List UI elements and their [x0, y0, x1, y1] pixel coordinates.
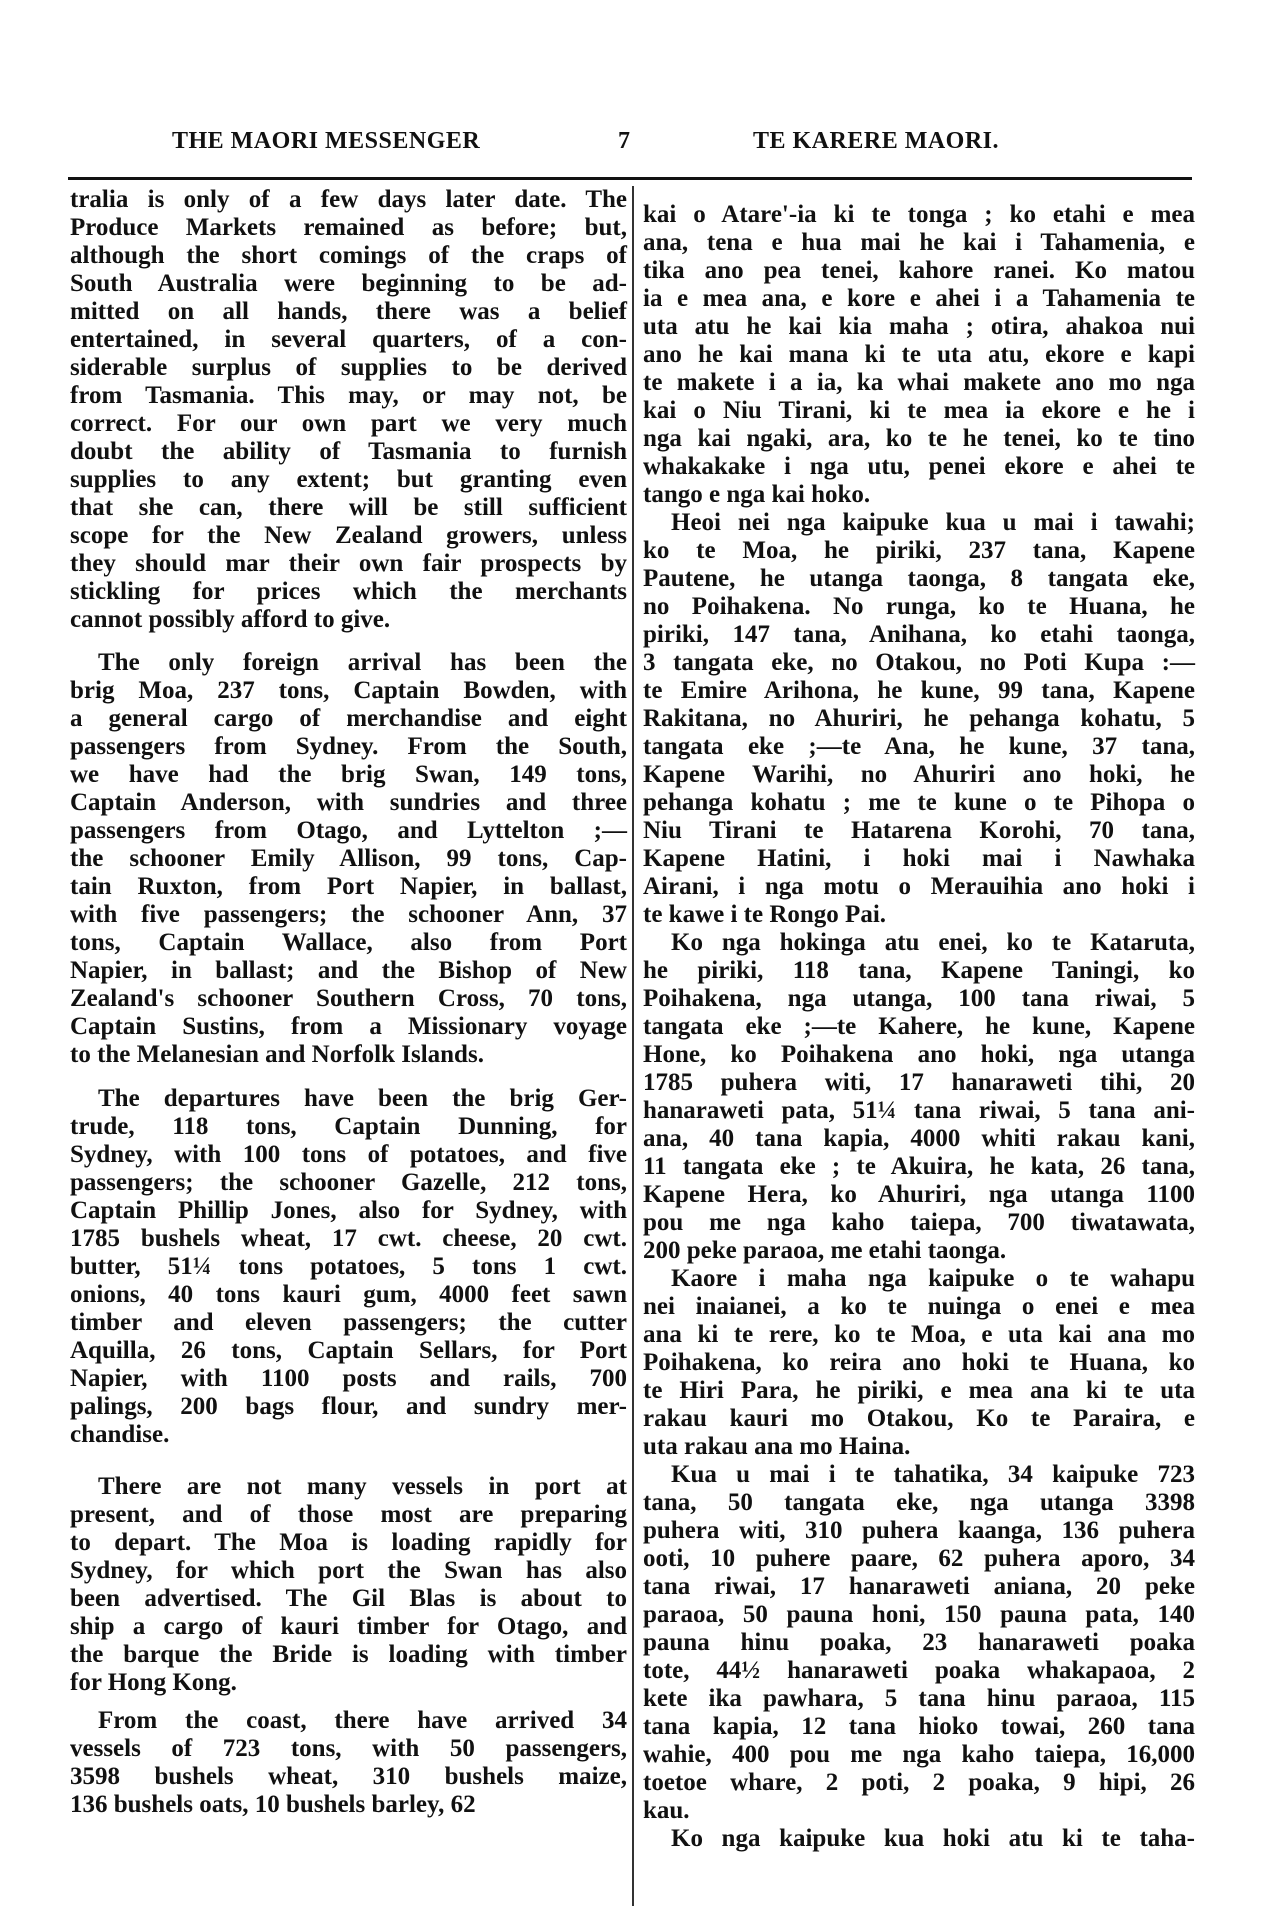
- text-line: Airani, i nga motu o Merauihia ano hoki i: [643, 873, 1195, 900]
- paragraph: [643, 201, 1195, 509]
- text-line: tango e nga kai hoko.: [643, 481, 871, 508]
- text-line: tangata eke ;—te Ana, he kune, 37 tana,: [643, 733, 1195, 760]
- text-line: passengers from Otago, and Lyttelton ;—: [70, 817, 627, 844]
- text-line: 11 tangata eke ; te Akuira, he kata, 26 tana,: [643, 1153, 1195, 1180]
- text-line: Sydney, for which port the Swan has also: [70, 1557, 627, 1584]
- text-line: palings, 200 bags flour, and sundry mer-: [70, 1393, 627, 1420]
- paragraph: [70, 1473, 627, 1697]
- text-line: 3598 bushels wheat, 310 bushels maize,: [70, 1763, 627, 1790]
- text-line: siderable surplus of supplies to be derived: [70, 354, 627, 381]
- text-line: Napier, with 1100 posts and rails, 700: [70, 1365, 627, 1392]
- text-line: tana riwai, 17 hanaraweti aniana, 20 peke: [643, 1573, 1195, 1600]
- text-line: been advertised. The Gil Blas is about to: [70, 1585, 627, 1612]
- text-line: pou me nga kaho taiepa, 700 tiwatawata,: [643, 1209, 1195, 1236]
- masthead-english-title: THE MAORI MESSENGER: [172, 128, 481, 154]
- text-line: Ko nga kaipuke kua hoki atu ki te taha-: [671, 1825, 1195, 1852]
- header-rule: [68, 177, 1192, 180]
- text-line: tika ano pea tenei, kahore ranei. Ko matou: [643, 257, 1195, 284]
- text-line: wahie, 400 pou me nga kaho taiepa, 16,000: [643, 1741, 1195, 1768]
- english-column: [70, 186, 627, 1819]
- text-line: Niu Tirani te Hatarena Korohi, 70 tana,: [643, 817, 1195, 844]
- text-line: Ko nga hokinga atu enei, ko te Kataruta,: [671, 929, 1195, 956]
- text-line: rakau kauri mo Otakou, Ko te Paraira, e: [643, 1405, 1195, 1432]
- text-line: ana ki te rere, ko te Moa, e uta kai ana mo: [643, 1321, 1195, 1348]
- masthead-maori-title: TE KARERE MAORI.: [753, 128, 1000, 154]
- text-line: vessels of 723 tons, with 50 passengers,: [70, 1735, 627, 1762]
- text-line: that she can, there will be still sufficient: [70, 494, 627, 521]
- text-line: South Australia were beginning to be ad-: [70, 270, 627, 297]
- text-line: There are not many vessels in port at: [98, 1473, 627, 1500]
- text-line: cannot possibly afford to give.: [70, 606, 391, 633]
- text-line: 3 tangata eke, no Otakou, no Poti Kupa :—: [643, 649, 1195, 676]
- text-line: nei inaianei, a ko te nuinga o enei e mea: [643, 1293, 1195, 1320]
- text-line: to depart. The Moa is loading rapidly for: [70, 1529, 627, 1556]
- text-line: ship a cargo of kauri timber for Otago, and: [70, 1613, 627, 1640]
- paragraph: [70, 1707, 627, 1819]
- text-line: scope for the New Zealand growers, unless: [70, 522, 627, 549]
- maori-column: [643, 201, 1195, 1853]
- paragraph: [643, 929, 1195, 1265]
- text-line: supplies to any extent; but granting even: [70, 466, 627, 493]
- text-line: stickling for prices which the merchants: [70, 578, 627, 605]
- text-line: The departures have been the brig Ger-: [98, 1085, 627, 1112]
- paragraph: [70, 649, 627, 1069]
- text-line: a general cargo of merchandise and eight: [70, 705, 627, 732]
- text-line: tons, Captain Wallace, also from Port: [70, 929, 627, 956]
- text-line: Captain Anderson, with sundries and three: [70, 789, 627, 816]
- text-line: hanaraweti pata, 51¼ tana riwai, 5 tana ani-: [643, 1097, 1195, 1124]
- text-line: we have had the brig Swan, 149 tons,: [70, 761, 627, 788]
- text-line: onions, 40 tons kauri gum, 4000 feet sawn: [70, 1281, 627, 1308]
- text-line: Rakitana, no Ahuriri, he pehanga kohatu, 5: [643, 705, 1195, 732]
- page-number: 7: [618, 128, 631, 154]
- text-line: kete ika pawhara, 5 tana hinu paraoa, 115: [643, 1685, 1195, 1712]
- text-line: the schooner Emily Allison, 99 tons, Cap-: [70, 845, 627, 872]
- text-line: pehanga kohatu ; me te kune o te Pihopa o: [643, 789, 1195, 816]
- text-line: doubt the ability of Tasmania to furnish: [70, 438, 627, 465]
- text-line: Kapene Hatini, i hoki mai i Nawhaka: [643, 845, 1195, 872]
- text-line: entertained, in several quarters, of a con-: [70, 326, 627, 353]
- text-line: tote, 44½ hanaraweti poaka whakapaoa, 2: [643, 1657, 1195, 1684]
- text-line: toetoe whare, 2 poti, 2 poaka, 9 hipi, 26: [643, 1769, 1195, 1796]
- text-line: they should mar their own fair prospects by: [70, 550, 627, 577]
- text-line: for Hong Kong.: [70, 1669, 237, 1696]
- text-line: no Poihakena. No runga, ko te Huana, he: [643, 593, 1195, 620]
- text-line: to the Melanesian and Norfolk Islands.: [70, 1041, 484, 1068]
- text-line: te makete i a ia, ka whai makete ano mo nga: [643, 369, 1195, 396]
- text-line: kai o Niu Tirani, ki te mea ia ekore e he i: [643, 397, 1195, 424]
- text-line: pauna hinu poaka, 23 hanaraweti poaka: [643, 1629, 1195, 1656]
- text-line: te Hiri Para, he piriki, e mea ana ki te uta: [643, 1377, 1195, 1404]
- text-line: 1785 puhera witi, 17 hanaraweti tihi, 20: [643, 1069, 1195, 1096]
- text-line: tain Ruxton, from Port Napier, in ballast,: [70, 873, 627, 900]
- text-line: uta rakau ana mo Haina.: [643, 1433, 911, 1460]
- text-line: paraoa, 50 pauna honi, 150 pauna pata, 140: [643, 1601, 1195, 1628]
- text-line: Napier, in ballast; and the Bishop of New: [70, 957, 627, 984]
- text-line: kau.: [643, 1797, 690, 1824]
- text-line: brig Moa, 237 tons, Captain Bowden, with: [70, 677, 627, 704]
- text-line: Captain Phillip Jones, also for Sydney, with: [70, 1197, 627, 1224]
- paragraph: [643, 509, 1195, 929]
- text-line: he piriki, 118 tana, Kapene Taningi, ko: [643, 957, 1195, 984]
- text-line: Pautene, he utanga taonga, 8 tangata eke,: [643, 565, 1195, 592]
- text-line: Poihakena, ko reira ano hoki te Huana, ko: [643, 1349, 1195, 1376]
- text-line: tana kapia, 12 tana hioko towai, 260 tana: [643, 1713, 1195, 1740]
- text-line: Hone, ko Poihakena ano hoki, nga utanga: [643, 1041, 1195, 1068]
- text-line: passengers from Sydney. From the South,: [70, 733, 627, 760]
- text-line: passengers; the schooner Gazelle, 212 tons,: [70, 1169, 627, 1196]
- text-line: puhera witi, 310 puhera kaanga, 136 puhera: [643, 1517, 1195, 1544]
- text-line: with five passengers; the schooner Ann, 37: [70, 901, 627, 928]
- text-line: From the coast, there have arrived 34: [98, 1707, 627, 1734]
- text-line: timber and eleven passengers; the cutter: [70, 1309, 627, 1336]
- text-line: the barque the Bride is loading with timber: [70, 1641, 627, 1668]
- text-line: tana, 50 tangata eke, nga utanga 3398: [643, 1489, 1195, 1516]
- text-line: Aquilla, 26 tons, Captain Sellars, for Port: [70, 1337, 627, 1364]
- text-line: te Emire Arihona, he kune, 99 tana, Kapene: [643, 677, 1195, 704]
- text-line: trude, 118 tons, Captain Dunning, for: [70, 1113, 627, 1140]
- text-line: although the short comings of the craps of: [70, 242, 627, 269]
- text-line: kai o Atare'-ia ki te tonga ; ko etahi e mea: [643, 201, 1195, 228]
- text-line: correct. For our own part we very much: [70, 410, 627, 437]
- text-line: present, and of those most are preparing: [70, 1501, 627, 1528]
- paragraph: [70, 186, 627, 634]
- text-line: Produce Markets remained as before; but,: [70, 214, 627, 241]
- text-line: mitted on all hands, there was a belief: [70, 298, 627, 325]
- text-line: Heoi nei nga kaipuke kua u mai i tawahi;: [671, 509, 1195, 536]
- text-line: Sydney, with 100 tons of potatoes, and five: [70, 1141, 627, 1168]
- text-line: uta atu he kai kia maha ; otira, ahakoa nui: [643, 313, 1195, 340]
- text-line: piriki, 147 tana, Anihana, ko etahi taonga,: [643, 621, 1195, 648]
- text-line: 1785 bushels wheat, 17 cwt. cheese, 20 cwt.: [70, 1225, 627, 1252]
- text-line: ana, 40 tana kapia, 4000 whiti rakau kani,: [643, 1125, 1195, 1152]
- text-line: 200 peke paraoa, me etahi taonga.: [643, 1237, 1007, 1264]
- paragraph: [643, 1265, 1195, 1461]
- text-line: ooti, 10 puhere paare, 62 puhera aporo, 34: [643, 1545, 1195, 1572]
- text-line: nga kai ngaki, ara, ko te he tenei, ko te tino: [643, 425, 1195, 452]
- text-line: te kawe i te Rongo Pai.: [643, 901, 887, 928]
- text-line: Kapene Warihi, no Ahuriri ano hoki, he: [643, 761, 1195, 788]
- text-line: tralia is only of a few days later date. The: [70, 186, 627, 213]
- text-line: Captain Sustins, from a Missionary voyage: [70, 1013, 627, 1040]
- text-line: Poihakena, nga utanga, 100 tana riwai, 5: [643, 985, 1195, 1012]
- text-line: chandise.: [70, 1421, 170, 1448]
- text-line: The only foreign arrival has been the: [98, 649, 627, 676]
- text-line: whakakake i nga utu, penei ekore e ahei te: [643, 453, 1195, 480]
- text-line: Kaore i maha nga kaipuke o te wahapu: [671, 1265, 1195, 1292]
- text-line: tangata eke ;—te Kahere, he kune, Kapene: [643, 1013, 1195, 1040]
- paragraph: [643, 1461, 1195, 1825]
- text-line: ko te Moa, he piriki, 237 tana, Kapene: [643, 537, 1195, 564]
- text-line: ia e mea ana, e kore e ahei i a Tahamenia te: [643, 285, 1195, 312]
- text-line: ano he kai mana ki te uta atu, ekore e kapi: [643, 341, 1195, 368]
- text-line: ana, tena e hua mai he kai i Tahamenia, e: [643, 229, 1195, 256]
- text-line: Kapene Hera, ko Ahuriri, nga utanga 1100: [643, 1181, 1195, 1208]
- text-line: butter, 51¼ tons potatoes, 5 tons 1 cwt.: [70, 1253, 627, 1280]
- text-line: from Tasmania. This may, or may not, be: [70, 382, 627, 409]
- text-line: Zealand's schooner Southern Cross, 70 tons,: [70, 985, 627, 1012]
- text-line: Kua u mai i te tahatika, 34 kaipuke 723: [671, 1461, 1195, 1488]
- paragraph: [643, 1825, 1195, 1853]
- column-divider: [632, 186, 634, 1906]
- paragraph: [70, 1085, 627, 1449]
- text-line: 136 bushels oats, 10 bushels barley, 62: [70, 1791, 476, 1818]
